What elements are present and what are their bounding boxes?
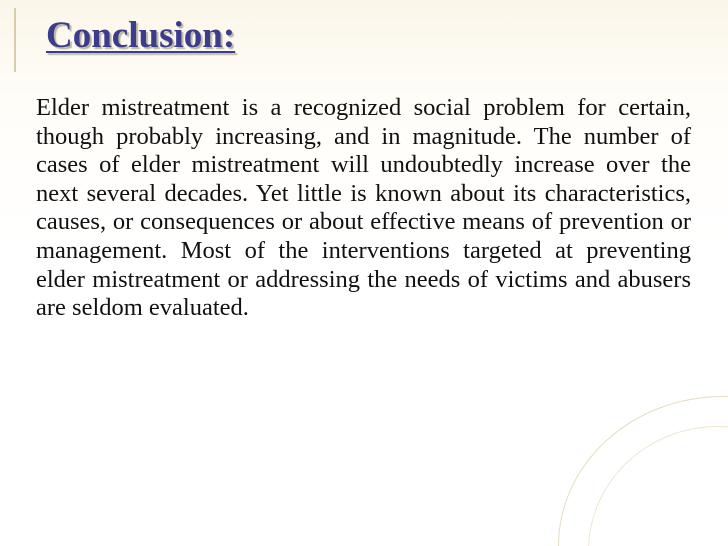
slide-title: Conclusion: (46, 15, 236, 56)
slide-body-text: Elder mistreatment is a recognized social problem for certain, though probably increasing, and in magnitude. The number of cases of elder mistreatment will undoubtedly increase over the next several decades. Yet little is known about its characteristics, causes, or consequences or about effective means of prevention or management. Most of the interventions targeted at preventing elder mistreatment or addressing the needs of victims and abusers are seldom evaluated. (36, 94, 691, 322)
decorative-frame-line (14, 8, 16, 72)
